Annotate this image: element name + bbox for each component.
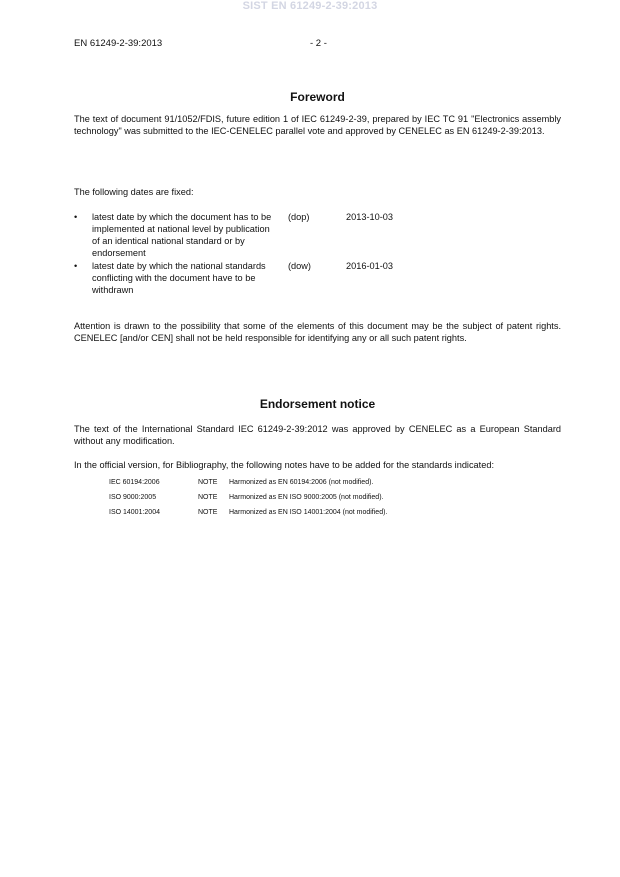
standard-ref: ISO 14001:2004 (109, 509, 160, 516)
bullet-marker: • (74, 212, 78, 222)
bibliography-intro: In the official version, for Bibliography, the following notes have to be added for the standards indicated: (74, 460, 494, 470)
standard-ref: IEC 60194:2006 (109, 479, 160, 486)
endorsement-title: Endorsement notice (259, 397, 376, 411)
date-value: 2016-01-03 (346, 261, 393, 271)
note-text: Harmonized as EN ISO 9000:2005 (not modified). (229, 494, 384, 501)
patent-attention: Attention is drawn to the possibility that some of the elements of this document may be the subject of patent rights. CENELEC [and/or CEN] shall not be held responsible for identifying any or all such patent rights. (74, 321, 561, 343)
endorsement-text: The text of the International Standard IEC 61249-2-39:2012 was approved by CENELEC as a European Standard without any modification. (74, 424, 561, 446)
date-value: 2013-10-03 (346, 212, 393, 222)
date-description: latest date by which the document has to be implemented at national level by publication of an identical national standard or by endorsement (92, 212, 272, 258)
date-abbreviation: (dop) (288, 212, 310, 222)
bullet-marker: • (74, 261, 78, 271)
date-description: latest date by which the national standards conflicting with the document have to be withdrawn (92, 261, 266, 295)
page-number: - 2 - (310, 38, 327, 49)
note-label: NOTE (198, 509, 218, 516)
standard-ref: ISO 9000:2005 (109, 494, 157, 501)
note-text: Harmonized as EN 60194:2006 (not modified). (229, 479, 374, 486)
note-label: NOTE (198, 479, 218, 486)
foreword-intro: The text of document 91/1052/FDIS, future edition 1 of IEC 61249-2-39, prepared by IEC TC 91 "Electronics assembly technology" was submitted to the IEC-CENELEC parallel vote and approved by CENELEC as EN 61249-2-39:2013. (74, 114, 561, 136)
foreword-title: Foreword (290, 90, 345, 104)
date-abbreviation: (dow) (288, 261, 311, 271)
watermark: SIST EN 61249-2-39:2013 (242, 0, 378, 12)
note-label: NOTE (198, 494, 218, 501)
note-text: Harmonized as EN ISO 14001:2004 (not modified). (229, 509, 388, 516)
dates-intro: The following dates are fixed: (74, 187, 194, 197)
document-id: EN 61249-2-39:2013 (74, 38, 163, 49)
